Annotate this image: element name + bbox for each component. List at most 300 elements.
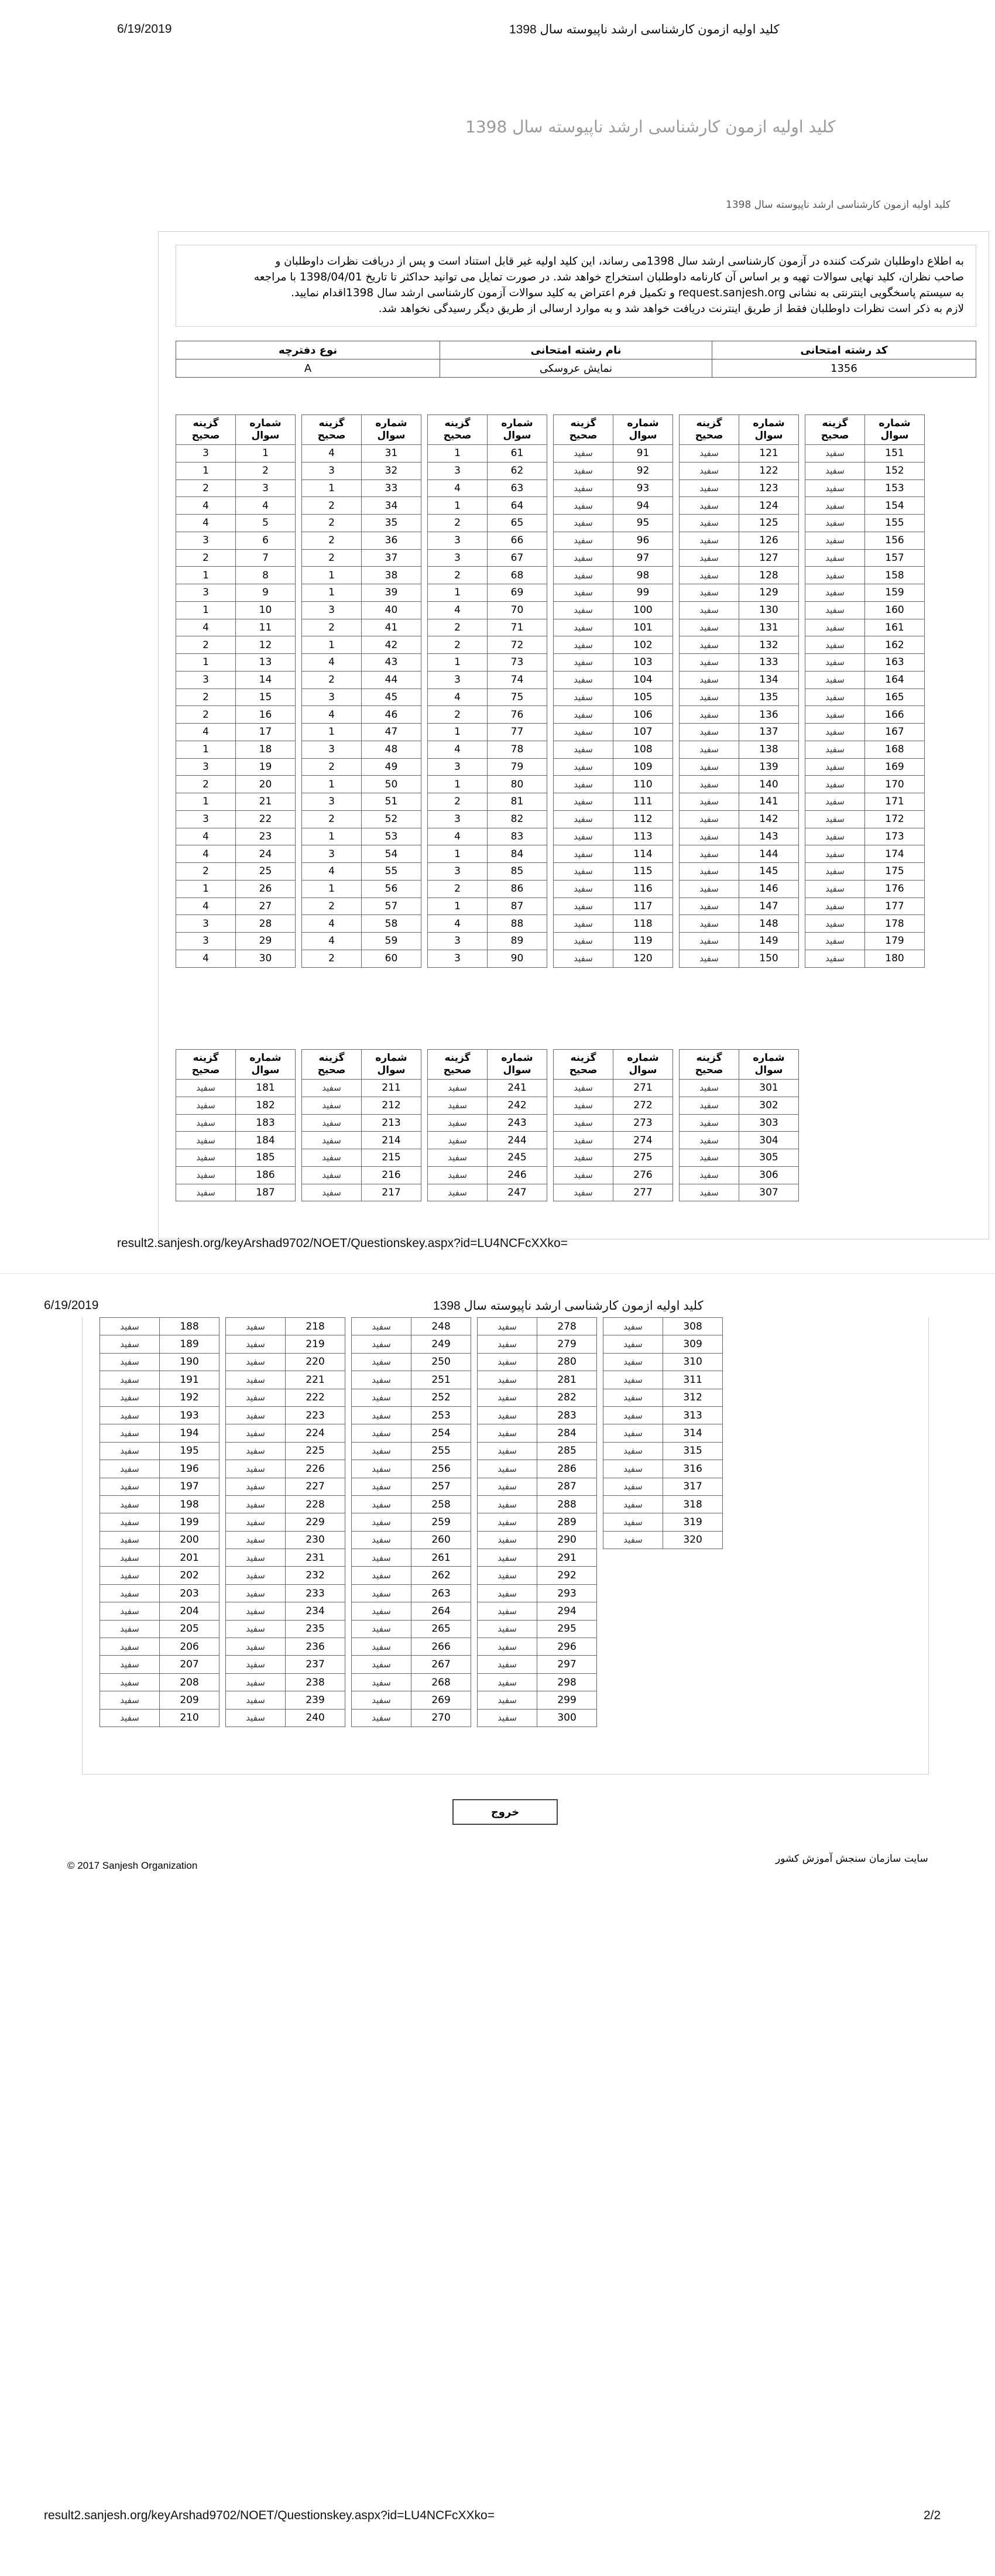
table-row — [680, 1184, 799, 1201]
table-row — [352, 1460, 471, 1478]
correct-answer: سفید — [680, 462, 739, 479]
correct-answer: 1 — [302, 636, 362, 654]
table-row — [352, 1673, 471, 1691]
question-number: 18 — [236, 741, 296, 758]
question-number: 254 — [411, 1424, 471, 1442]
table-row — [352, 1318, 471, 1335]
question-number: 304 — [739, 1132, 799, 1149]
question-number: 231 — [286, 1549, 345, 1567]
correct-answer-header: گزینه صحیح — [554, 415, 613, 445]
question-number: 173 — [865, 828, 925, 845]
correct-answer: سفید — [680, 601, 739, 619]
correct-answer: سفید — [554, 549, 613, 567]
correct-answer: سفید — [100, 1335, 160, 1353]
table-row — [352, 1567, 471, 1584]
table-row — [805, 671, 925, 688]
question-number: 217 — [362, 1184, 421, 1201]
correct-answer-header: گزینه صحیح — [554, 1050, 613, 1080]
table-row — [805, 828, 925, 845]
answer-table — [176, 415, 296, 968]
table-row — [176, 497, 296, 515]
table-row — [302, 462, 421, 479]
question-number: 250 — [411, 1353, 471, 1371]
correct-answer: 2 — [302, 497, 362, 515]
question-number: 281 — [537, 1371, 597, 1389]
correct-answer: سفید — [478, 1620, 537, 1638]
correct-answer: سفید — [680, 793, 739, 811]
print-title: کلید اولیه ازمون کارشناسی ارشد ناپیوسته سال 1398 — [433, 1299, 704, 1313]
correct-answer-header: گزینه صحیح — [428, 415, 488, 445]
question-number-header: شماره سوال — [739, 1050, 799, 1080]
table-row — [478, 1442, 597, 1460]
question-number: 269 — [411, 1691, 471, 1709]
question-number: 10 — [236, 601, 296, 619]
correct-answer: 2 — [176, 706, 236, 724]
table-row — [428, 1097, 547, 1114]
correct-answer: 2 — [428, 636, 488, 654]
correct-answer: سفید — [100, 1353, 160, 1371]
correct-answer: سفید — [554, 758, 613, 776]
table-row — [176, 567, 296, 584]
table-row — [478, 1460, 597, 1478]
correct-answer: 3 — [302, 462, 362, 479]
question-number: 174 — [865, 845, 925, 863]
correct-answer: سفید — [352, 1549, 411, 1567]
exit-button[interactable]: خروج — [452, 1799, 558, 1825]
question-number: 282 — [537, 1389, 597, 1406]
correct-answer: سفید — [226, 1513, 286, 1531]
correct-answer: سفید — [680, 706, 739, 724]
correct-answer: سفید — [352, 1584, 411, 1602]
correct-answer: 2 — [176, 479, 236, 497]
table-row — [176, 671, 296, 688]
question-number: 314 — [663, 1424, 723, 1442]
table-row — [805, 654, 925, 672]
correct-answer: 4 — [428, 741, 488, 758]
site-link[interactable]: سایت سازمان سنجش آموزش کشور — [776, 1853, 928, 1865]
table-row — [478, 1638, 597, 1656]
question-number: 192 — [160, 1389, 219, 1406]
question-number: 309 — [663, 1335, 723, 1353]
correct-answer: سفید — [478, 1691, 537, 1709]
correct-answer: سفید — [100, 1656, 160, 1673]
table-row — [352, 1513, 471, 1531]
question-number: 268 — [411, 1673, 471, 1691]
correct-answer: سفید — [176, 1097, 236, 1114]
question-number: 210 — [160, 1709, 219, 1727]
answer-table — [679, 1049, 799, 1201]
notice-box — [176, 245, 976, 327]
question-number: 220 — [286, 1353, 345, 1371]
table-row — [100, 1584, 219, 1602]
question-number: 244 — [488, 1132, 547, 1149]
correct-answer: سفید — [478, 1460, 537, 1478]
correct-answer: سفید — [226, 1620, 286, 1638]
correct-answer: سفید — [352, 1567, 411, 1584]
question-number: 58 — [362, 915, 421, 933]
correct-answer: سفید — [302, 1166, 362, 1184]
correct-answer: 2 — [302, 549, 362, 567]
question-number: 1 — [236, 445, 296, 463]
table-row — [176, 845, 296, 863]
question-number: 181 — [236, 1080, 296, 1097]
question-number: 265 — [411, 1620, 471, 1638]
answer-table — [176, 1049, 296, 1201]
table-row — [805, 479, 925, 497]
question-number: 61 — [488, 445, 547, 463]
correct-answer-header: گزینه صحیح — [680, 1050, 739, 1080]
question-number: 134 — [739, 671, 799, 688]
print-title: کلید اولیه ازمون کارشناسی ارشد ناپیوسته سال 1398 — [509, 23, 780, 36]
question-number: 195 — [160, 1442, 219, 1460]
question-number: 211 — [362, 1080, 421, 1097]
table-row — [226, 1602, 345, 1620]
question-number: 82 — [488, 810, 547, 828]
table-row — [478, 1389, 597, 1406]
table-row — [603, 1406, 723, 1424]
correct-answer: سفید — [554, 1166, 613, 1184]
correct-answer: سفید — [554, 810, 613, 828]
table-row — [680, 1166, 799, 1184]
table-row — [603, 1353, 723, 1371]
correct-answer: سفید — [478, 1478, 537, 1495]
question-number: 112 — [613, 810, 673, 828]
booklet-type-value: A — [176, 359, 440, 378]
correct-answer: سفید — [554, 462, 613, 479]
correct-answer: سفید — [428, 1166, 488, 1184]
question-number: 310 — [663, 1353, 723, 1371]
table-row — [176, 828, 296, 845]
correct-answer: 4 — [176, 950, 236, 967]
correct-answer: 3 — [428, 810, 488, 828]
table-row — [302, 863, 421, 881]
correct-answer: 2 — [176, 549, 236, 567]
table-row — [302, 845, 421, 863]
question-number: 11 — [236, 619, 296, 636]
question-number: 97 — [613, 549, 673, 567]
table-row — [428, 532, 547, 549]
table-row — [805, 933, 925, 950]
table-row — [603, 1424, 723, 1442]
correct-answer: 2 — [428, 567, 488, 584]
correct-answer: سفید — [680, 1114, 739, 1132]
correct-answer: سفید — [100, 1531, 160, 1549]
table-row — [478, 1353, 597, 1371]
correct-answer: سفید — [554, 567, 613, 584]
question-number: 13 — [236, 654, 296, 672]
correct-answer: 2 — [176, 688, 236, 706]
correct-answer: سفید — [603, 1478, 663, 1495]
table-row — [352, 1531, 471, 1549]
correct-answer: سفید — [478, 1406, 537, 1424]
question-number: 135 — [739, 688, 799, 706]
table-row — [352, 1549, 471, 1567]
correct-answer: سفید — [428, 1080, 488, 1097]
table-row — [100, 1353, 219, 1371]
correct-answer: سفید — [478, 1335, 537, 1353]
correct-answer: سفید — [554, 950, 613, 967]
table-row — [226, 1318, 345, 1335]
table-row — [176, 515, 296, 532]
question-number: 93 — [613, 479, 673, 497]
question-number: 137 — [739, 724, 799, 741]
table-row — [680, 880, 799, 898]
table-row — [176, 462, 296, 479]
question-number: 175 — [865, 863, 925, 881]
question-number: 4 — [236, 497, 296, 515]
correct-answer: سفید — [805, 532, 865, 549]
question-number: 154 — [865, 497, 925, 515]
correct-answer: سفید — [554, 828, 613, 845]
answer-table — [553, 415, 673, 968]
correct-answer: سفید — [478, 1531, 537, 1549]
correct-answer: سفید — [478, 1513, 537, 1531]
correct-answer: سفید — [554, 915, 613, 933]
correct-answer: سفید — [478, 1567, 537, 1584]
table-row — [428, 1184, 547, 1201]
correct-answer: سفید — [805, 793, 865, 811]
question-number: 187 — [236, 1184, 296, 1201]
correct-answer: 4 — [302, 933, 362, 950]
question-number: 276 — [613, 1166, 673, 1184]
table-row — [478, 1406, 597, 1424]
question-number: 40 — [362, 601, 421, 619]
question-number: 233 — [286, 1584, 345, 1602]
table-row — [226, 1406, 345, 1424]
correct-answer: سفید — [805, 671, 865, 688]
table-row — [226, 1620, 345, 1638]
table-row — [805, 532, 925, 549]
question-number: 51 — [362, 793, 421, 811]
question-number: 35 — [362, 515, 421, 532]
correct-answer: 4 — [428, 601, 488, 619]
correct-answer: سفید — [478, 1638, 537, 1656]
question-number: 204 — [160, 1602, 219, 1620]
question-number: 221 — [286, 1371, 345, 1389]
table-row — [302, 688, 421, 706]
correct-answer: سفید — [100, 1549, 160, 1567]
correct-answer: سفید — [176, 1080, 236, 1097]
table-row — [100, 1442, 219, 1460]
table-row — [478, 1478, 597, 1495]
answer-table-header — [176, 415, 296, 445]
correct-answer: 1 — [176, 601, 236, 619]
table-row — [603, 1389, 723, 1406]
table-row — [680, 758, 799, 776]
correct-answer: 3 — [176, 445, 236, 463]
correct-answer: سفید — [352, 1353, 411, 1371]
correct-answer: سفید — [554, 619, 613, 636]
table-row — [805, 706, 925, 724]
correct-answer: سفید — [100, 1424, 160, 1442]
question-number: 56 — [362, 880, 421, 898]
question-number: 60 — [362, 950, 421, 967]
correct-answer: سفید — [554, 584, 613, 602]
question-number: 234 — [286, 1602, 345, 1620]
table-row — [302, 636, 421, 654]
question-number: 270 — [411, 1709, 471, 1727]
correct-answer: 1 — [428, 845, 488, 863]
correct-answer-header: گزینه صحیح — [176, 415, 236, 445]
table-row — [428, 549, 547, 567]
question-number: 294 — [537, 1602, 597, 1620]
table-row — [805, 567, 925, 584]
table-row — [603, 1371, 723, 1389]
question-number: 143 — [739, 828, 799, 845]
table-row — [352, 1691, 471, 1709]
question-number: 76 — [488, 706, 547, 724]
correct-answer: 4 — [176, 845, 236, 863]
correct-answer: سفید — [805, 950, 865, 967]
table-row — [554, 1149, 673, 1167]
correct-answer: سفید — [603, 1513, 663, 1531]
question-number: 57 — [362, 898, 421, 915]
question-number: 131 — [739, 619, 799, 636]
question-number: 223 — [286, 1406, 345, 1424]
question-number: 169 — [865, 758, 925, 776]
question-number: 107 — [613, 724, 673, 741]
question-number: 123 — [739, 479, 799, 497]
question-number: 20 — [236, 776, 296, 793]
correct-answer: سفید — [554, 636, 613, 654]
table-row — [680, 950, 799, 967]
table-row — [478, 1691, 597, 1709]
correct-answer: سفید — [100, 1638, 160, 1656]
correct-answer: 2 — [428, 880, 488, 898]
table-row — [176, 915, 296, 933]
table-row — [680, 1114, 799, 1132]
table-row — [805, 880, 925, 898]
table-row — [680, 933, 799, 950]
table-row — [176, 724, 296, 741]
table-row — [428, 741, 547, 758]
correct-answer: 2 — [428, 619, 488, 636]
question-number: 153 — [865, 479, 925, 497]
question-number: 130 — [739, 601, 799, 619]
question-number: 271 — [613, 1080, 673, 1097]
question-number: 100 — [613, 601, 673, 619]
table-row — [428, 515, 547, 532]
table-row — [478, 1673, 597, 1691]
question-number: 16 — [236, 706, 296, 724]
table-row — [478, 1709, 597, 1727]
question-number: 230 — [286, 1531, 345, 1549]
question-number: 238 — [286, 1673, 345, 1691]
table-row — [428, 898, 547, 915]
correct-answer: سفید — [554, 724, 613, 741]
table-row — [226, 1495, 345, 1513]
correct-answer: سفید — [226, 1406, 286, 1424]
question-number: 124 — [739, 497, 799, 515]
table-row — [603, 1442, 723, 1460]
correct-answer: 3 — [176, 810, 236, 828]
question-number: 178 — [865, 915, 925, 933]
question-number: 315 — [663, 1442, 723, 1460]
question-number: 312 — [663, 1389, 723, 1406]
table-row — [176, 933, 296, 950]
correct-answer: سفید — [805, 601, 865, 619]
correct-answer: 3 — [176, 933, 236, 950]
question-number: 162 — [865, 636, 925, 654]
question-number: 88 — [488, 915, 547, 933]
correct-answer: 4 — [428, 688, 488, 706]
correct-answer: سفید — [352, 1495, 411, 1513]
question-number-header: شماره سوال — [236, 1050, 296, 1080]
question-number: 80 — [488, 776, 547, 793]
page-title: کلید اولیه ازمون کارشناسی ارشد ناپیوسته سال 1398 — [465, 117, 836, 136]
question-number: 320 — [663, 1531, 723, 1549]
correct-answer: سفید — [805, 549, 865, 567]
question-number: 290 — [537, 1531, 597, 1549]
correct-answer: 4 — [428, 479, 488, 497]
correct-answer: سفید — [100, 1584, 160, 1602]
question-number: 113 — [613, 828, 673, 845]
question-number: 94 — [613, 497, 673, 515]
correct-answer: 2 — [302, 758, 362, 776]
table-row — [352, 1495, 471, 1513]
table-row — [603, 1335, 723, 1353]
question-number: 108 — [613, 741, 673, 758]
question-number: 79 — [488, 758, 547, 776]
correct-answer: سفید — [100, 1406, 160, 1424]
correct-answer: سفید — [554, 933, 613, 950]
correct-answer: 3 — [302, 845, 362, 863]
correct-answer: سفید — [478, 1673, 537, 1691]
correct-answer: سفید — [352, 1656, 411, 1673]
table-row — [478, 1567, 597, 1584]
correct-answer: سفید — [680, 828, 739, 845]
correct-answer: سفید — [478, 1318, 537, 1335]
answer-table — [477, 1317, 597, 1727]
table-row — [554, 741, 673, 758]
question-number: 215 — [362, 1149, 421, 1167]
answer-table — [427, 1049, 547, 1201]
table-row — [680, 462, 799, 479]
table-row — [226, 1673, 345, 1691]
correct-answer: سفید — [100, 1460, 160, 1478]
table-row — [176, 880, 296, 898]
answer-table — [301, 1049, 421, 1201]
table-row — [478, 1549, 597, 1567]
table-row — [805, 793, 925, 811]
answer-table — [603, 1317, 723, 1549]
correct-answer-header: گزینه صحیح — [302, 1050, 362, 1080]
question-number: 127 — [739, 549, 799, 567]
question-number: 179 — [865, 933, 925, 950]
table-row — [428, 688, 547, 706]
table-row — [302, 915, 421, 933]
correct-answer: 1 — [176, 462, 236, 479]
question-number: 292 — [537, 1567, 597, 1584]
exam-code-value: 1356 — [712, 359, 976, 378]
correct-answer: سفید — [603, 1424, 663, 1442]
table-row — [302, 706, 421, 724]
question-number: 222 — [286, 1389, 345, 1406]
table-row — [100, 1673, 219, 1691]
question-number: 193 — [160, 1406, 219, 1424]
table-row — [226, 1584, 345, 1602]
table-row — [352, 1656, 471, 1673]
table-row — [805, 898, 925, 915]
correct-answer: سفید — [805, 636, 865, 654]
correct-answer: سفید — [805, 776, 865, 793]
question-number: 189 — [160, 1335, 219, 1353]
correct-answer: سفید — [680, 479, 739, 497]
table-row — [428, 863, 547, 881]
table-row — [352, 1371, 471, 1389]
table-row — [302, 793, 421, 811]
question-number: 213 — [362, 1114, 421, 1132]
